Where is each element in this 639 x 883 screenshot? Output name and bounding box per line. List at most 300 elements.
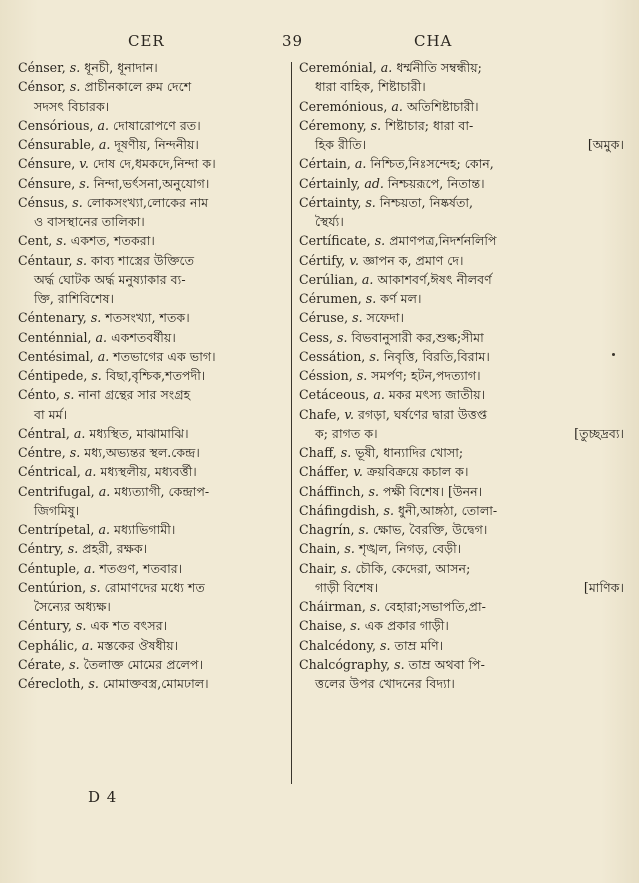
definition: মকর মৎস্য জাতীয়। <box>388 387 486 403</box>
right-column <box>299 58 624 693</box>
entry-line <box>18 116 288 135</box>
definition: সমর্পণ; হটন,পদত্যাগ। <box>371 368 481 383</box>
continuation-text: ক; রাগত ক। <box>315 425 378 441</box>
entry-line <box>18 251 288 270</box>
part-of-speech: s. <box>340 560 352 576</box>
continuation-text: ত্তলের উপর খোদনের বিদ্যা। <box>315 676 455 691</box>
continuation-text: ক্তি, রাশিবিশেষ। <box>34 291 115 306</box>
headword: Céssion, <box>299 368 353 383</box>
entry-line <box>299 616 624 635</box>
dictionary-entry <box>299 174 624 193</box>
headword: Céntuple, <box>18 560 80 576</box>
dictionary-entry <box>299 154 624 173</box>
entry-line <box>299 193 624 212</box>
continuation-text: সদসৎ বিচারক। <box>34 98 110 114</box>
headword: Chafe, <box>299 406 341 422</box>
header-guide-word-right: CHA <box>414 32 453 50</box>
dictionary-entry <box>299 347 624 366</box>
dictionary-entry <box>18 193 288 232</box>
part-of-speech: s. <box>56 233 67 249</box>
headword: Céntipede, <box>18 368 88 383</box>
definition-continuation <box>18 405 288 424</box>
headword: Certíficate, <box>299 233 371 249</box>
headword: Cérecloth, <box>18 676 85 691</box>
dictionary-entry <box>18 77 288 116</box>
definition: প্রমাণপত্র,নিদর্শনলিপি <box>389 233 497 249</box>
entry-line <box>299 231 624 250</box>
headword: Cénto, <box>18 387 60 403</box>
definition: রোমাণদের মধ্যে শত <box>104 579 205 595</box>
definition-continuation <box>299 77 624 96</box>
part-of-speech: s. <box>69 656 80 672</box>
definition-continuation <box>299 212 624 231</box>
definition: ভূষী, ধান্যাদির খোসা; <box>355 445 464 460</box>
entry-line <box>18 578 288 597</box>
entry-line <box>299 462 624 481</box>
headword: Cérumen, <box>299 291 362 306</box>
dictionary-entry <box>299 193 624 232</box>
definition: ধর্ম্মনীতি সম্বন্ধীয়; <box>396 60 482 75</box>
headword: Céntenary, <box>18 310 87 326</box>
headword: Centrifugal, <box>18 483 95 499</box>
dictionary-entry <box>18 636 288 655</box>
definition-continuation <box>18 597 288 616</box>
definition-continuation <box>299 578 624 597</box>
entry-line <box>18 58 288 77</box>
entry-line <box>18 443 288 462</box>
definition: জ্ঞাপন ক, প্রমাণ দে। <box>362 252 464 268</box>
part-of-speech: s. <box>380 637 391 653</box>
entry-line <box>18 559 288 578</box>
dictionary-entry <box>18 58 288 77</box>
dictionary-entry <box>18 154 288 173</box>
headword: Cénsus, <box>18 194 69 210</box>
definition: মধ্য,অভ্যন্তর স্থল.কেন্দ্র। <box>84 445 200 460</box>
part-of-speech: a. <box>98 522 110 537</box>
entry-line <box>18 193 288 212</box>
entry-line <box>18 655 288 674</box>
part-of-speech: s. <box>356 368 368 383</box>
headword: Cénsor, <box>18 79 66 95</box>
continuation-text: স্থৈর্য্য। <box>315 214 344 229</box>
part-of-speech: v. <box>349 252 359 268</box>
dictionary-entry <box>18 559 288 578</box>
definition: প্রহরী, রক্ষক। <box>82 541 148 557</box>
dictionary-entry <box>299 405 624 444</box>
continuation-text: বা মর্ম। <box>34 406 68 422</box>
entry-line <box>18 366 288 385</box>
part-of-speech: s. <box>69 445 81 460</box>
continuation-text: হিক রীতি। <box>315 137 367 152</box>
part-of-speech: s. <box>91 368 102 383</box>
dictionary-entry <box>299 58 624 97</box>
definition-continuation <box>299 674 624 693</box>
dictionary-entry <box>18 231 288 250</box>
entry-line <box>299 289 624 308</box>
entry-line <box>299 154 624 173</box>
headword: Cénsurable, <box>18 137 95 152</box>
entry-line <box>299 482 624 501</box>
dictionary-entry <box>299 462 624 481</box>
definition: বিছা,বৃশ্চিক,শতপদী। <box>105 368 206 383</box>
dictionary-entry <box>299 520 624 539</box>
entry-line <box>18 347 288 366</box>
headword: Céremony, <box>299 117 367 133</box>
continuation-text: ও বাসস্থানের তালিকা। <box>34 214 145 229</box>
entry-line <box>18 174 288 193</box>
definition: তৈলাক্ত মোমের প্রলেপ। <box>83 656 204 672</box>
headword: Chain, <box>299 541 341 557</box>
entry-line <box>299 597 624 616</box>
definition: একশতবর্ষীয়। <box>111 329 176 345</box>
dictionary-entry <box>18 655 288 674</box>
part-of-speech: s. <box>76 252 88 268</box>
part-of-speech: s. <box>337 329 348 345</box>
dictionary-entry <box>18 462 288 481</box>
entry-line <box>18 636 288 655</box>
page-header <box>0 32 639 54</box>
definition-continuation <box>18 97 288 116</box>
dictionary-entry <box>18 674 288 693</box>
part-of-speech: s. <box>69 60 81 75</box>
definition: তাম্র অথবা পি- <box>408 656 485 672</box>
headword: Cent, <box>18 233 53 249</box>
part-of-speech: s. <box>90 579 101 595</box>
entry-line <box>299 308 624 327</box>
dictionary-entry <box>299 597 624 616</box>
part-of-speech: s. <box>75 618 87 634</box>
part-of-speech: s. <box>365 291 377 306</box>
part-of-speech: s. <box>69 79 81 95</box>
dictionary-entry <box>299 443 624 462</box>
definition: অতিশিষ্টাচারী। <box>406 98 479 114</box>
part-of-speech: v. <box>344 406 355 422</box>
definition: শৃঙ্খল, নিগড়, বেড়ী। <box>358 541 462 557</box>
definition: দোষারোপণে রত। <box>113 117 201 133</box>
header-guide-word-left: CER <box>128 32 165 50</box>
signature-mark: D 4 <box>88 788 118 806</box>
dictionary-entry <box>18 520 288 539</box>
headword: Céntaur, <box>18 252 73 268</box>
entry-line <box>299 328 624 347</box>
definition: ক্রয়বিক্রয়ে কচাল ক। <box>366 464 469 480</box>
headword: Censórious, <box>18 117 94 133</box>
part-of-speech: s. <box>350 618 361 634</box>
headword: Chagrín, <box>299 522 355 537</box>
part-of-speech: s. <box>369 348 380 364</box>
part-of-speech: a. <box>380 60 393 75</box>
part-of-speech: s. <box>72 194 83 210</box>
dictionary-entry <box>18 308 288 327</box>
entry-line <box>299 559 624 578</box>
page-number: 39 <box>282 32 304 50</box>
dictionary-entry <box>299 116 624 155</box>
continuation-text: জিগমিষু। <box>34 502 80 518</box>
dictionary-entry <box>299 539 624 558</box>
definition: শতসংখ্যা, শতক। <box>105 310 190 326</box>
part-of-speech: s. <box>365 194 376 210</box>
headword: Céntral, <box>18 425 70 441</box>
headword: Cértify, <box>299 252 346 268</box>
dictionary-entry <box>299 270 624 289</box>
part-of-speech: v. <box>353 464 363 480</box>
continuation-text: গাড়ী বিশেষ। <box>315 579 379 595</box>
entry-line <box>299 58 624 77</box>
definition: মধ্যত্যাগী, কেন্দ্রাপ- <box>114 483 210 499</box>
entry-line <box>299 443 624 462</box>
definition: বিভবানুসারী কর,শুল্ক;সীমা <box>351 329 484 345</box>
headword: Céruse, <box>299 310 349 326</box>
dictionary-entry <box>299 616 624 635</box>
headword: Cháirman, <box>299 599 366 614</box>
definition: নিশ্চয়রূপে, নিতান্ত। <box>387 175 485 191</box>
dictionary-entry <box>299 366 624 385</box>
headword: Cetáceous, <box>299 387 370 403</box>
dictionary-entry <box>299 385 624 404</box>
overflow-word: [অমুক। <box>587 137 624 152</box>
continuation-text: সৈন্যের অধ্যক্ষ। <box>34 599 111 614</box>
definition: কাব্য শাস্ত্রের উক্তিতে <box>91 252 195 268</box>
dictionary-entry <box>18 174 288 193</box>
definition: চৌকি, কেদেরা, আসন; <box>355 560 471 576</box>
dictionary-entry <box>18 135 288 154</box>
definition-continuation <box>299 135 624 154</box>
headword: Céntury, <box>18 618 72 634</box>
definition: ধূনচী, ধূনাদান। <box>84 60 158 75</box>
part-of-speech: s. <box>79 175 90 191</box>
headword: Centésimal, <box>18 348 94 364</box>
headword: Cháffinch, <box>299 483 365 499</box>
dictionary-entry <box>18 251 288 309</box>
definition: একশত, শতকরা। <box>70 233 155 249</box>
part-of-speech: s. <box>383 502 394 518</box>
dictionary-entry <box>18 385 288 424</box>
definition: আকাশবর্ণ,ঈষৎ নীলবর্ণ <box>377 271 492 287</box>
definition: ধুনী,আঙ্গঠা, তোলা- <box>398 502 498 518</box>
part-of-speech: a. <box>84 464 97 480</box>
entry-line <box>18 520 288 539</box>
definition: কর্ণ মল। <box>380 291 422 306</box>
entry-line <box>18 328 288 347</box>
headword: Chair, <box>299 560 337 576</box>
definition: নিন্দা,ভর্ৎসনা,অনুযোগ। <box>93 175 210 191</box>
headword: Chaff, <box>299 445 337 460</box>
definition: নানা গ্রন্থের সার সংগ্রহ <box>78 387 191 403</box>
part-of-speech: s. <box>370 117 382 133</box>
part-of-speech: a. <box>361 271 374 287</box>
headword: Ceremónial, <box>299 60 377 75</box>
headword: Cháfingdish, <box>299 502 380 518</box>
definition: পক্ষী বিশেষ। [উনন। <box>383 483 483 499</box>
headword: Cess, <box>299 329 334 345</box>
dictionary-entry <box>18 482 288 521</box>
dictionary-entry <box>18 116 288 135</box>
definition: লোকসংখ্যা,লোকের নাম <box>86 194 209 210</box>
definition-continuation <box>299 424 624 443</box>
definition: এক প্রকার গাড়ী। <box>364 618 449 634</box>
dictionary-entry <box>299 636 624 655</box>
part-of-speech: s. <box>374 233 386 249</box>
definition-continuation <box>18 270 288 289</box>
headword: Chaise, <box>299 618 347 634</box>
dictionary-entry <box>299 501 624 520</box>
definition: মধ্যস্থিত, মাঝামাঝি। <box>89 425 189 441</box>
part-of-speech: s. <box>369 599 381 614</box>
part-of-speech: s. <box>394 656 405 672</box>
dictionary-entry <box>299 482 624 501</box>
part-of-speech: a. <box>97 117 109 133</box>
part-of-speech: a. <box>73 425 86 441</box>
definition: তাম্র মণি। <box>394 637 444 653</box>
entry-line <box>18 231 288 250</box>
definition: দূষণীয়, নিন্দনীয়। <box>114 137 199 152</box>
entry-line <box>299 385 624 404</box>
headword: Centénnial, <box>18 329 92 345</box>
dictionary-entry <box>18 347 288 366</box>
dictionary-entry <box>18 366 288 385</box>
definition: প্রাচীনকালে রুম দেশে <box>84 79 192 95</box>
entry-line <box>18 616 288 635</box>
headword: Cértain, <box>299 156 351 172</box>
part-of-speech: a. <box>98 137 111 152</box>
definition: নিশ্চয়তা, নিষ্কর্ষতা, <box>379 194 474 210</box>
headword: Cérate, <box>18 656 66 672</box>
headword: Céntry, <box>18 541 64 557</box>
headword: Centúrion, <box>18 579 87 595</box>
entry-line <box>18 462 288 481</box>
left-column <box>18 58 288 693</box>
headword: Ceremónious, <box>299 98 388 114</box>
column-divider <box>291 62 292 784</box>
entry-line <box>299 270 624 289</box>
headword: Cértainly, <box>299 175 361 191</box>
part-of-speech: s. <box>344 541 355 557</box>
definition: শিষ্টাচার; ধারা বা- <box>385 117 474 133</box>
entry-line <box>299 97 624 116</box>
dictionary-entry <box>18 616 288 635</box>
dictionary-entry <box>299 231 624 250</box>
entry-line <box>299 636 624 655</box>
definition: দোষ দে,ধমকদে,নিন্দা ক। <box>92 156 216 172</box>
part-of-speech: a. <box>391 98 403 114</box>
part-of-speech: a. <box>97 348 110 364</box>
overflow-word: [মাণিক। <box>583 579 624 595</box>
entry-line <box>299 501 624 520</box>
entry-line <box>18 77 288 96</box>
entry-line <box>18 482 288 501</box>
entry-line <box>18 385 288 404</box>
entry-line <box>299 347 624 366</box>
part-of-speech: s. <box>88 676 99 691</box>
part-of-speech: s. <box>67 541 79 557</box>
entry-line <box>18 674 288 693</box>
part-of-speech: a. <box>81 637 94 653</box>
definition-continuation <box>18 501 288 520</box>
part-of-speech: a. <box>354 156 367 172</box>
definition: মস্তকের ঔষধীয়। <box>97 637 179 653</box>
headword: Chalcédony, <box>299 637 376 653</box>
definition: ক্ষোভ, বৈরক্তি, উদ্বেগ। <box>372 522 488 537</box>
part-of-speech: s. <box>358 522 369 537</box>
dictionary-entry <box>299 251 624 270</box>
dictionary-entry <box>299 97 624 116</box>
part-of-speech: a. <box>98 483 111 499</box>
definition: মোমাক্তবস্ত্র,মোমঢাল। <box>102 676 209 691</box>
entry-line <box>299 116 624 135</box>
part-of-speech: s. <box>368 483 379 499</box>
definition: নিশ্চিত,নিঃসন্দেহ; কোন, <box>370 156 494 172</box>
entry-line <box>18 308 288 327</box>
part-of-speech: s. <box>352 310 363 326</box>
definition-continuation <box>18 212 288 231</box>
entry-line <box>299 655 624 674</box>
overflow-word: [তুচ্ছদ্রব্য। <box>574 425 624 441</box>
dictionary-entry <box>299 308 624 327</box>
part-of-speech: ad. <box>364 175 384 191</box>
definition: মধ্যস্থলীয়, মধ্যবর্ত্তী। <box>100 464 197 480</box>
headword: Cénsure, <box>18 156 76 172</box>
definition: মধ্যাভিগামী। <box>113 522 176 537</box>
entry-line <box>18 424 288 443</box>
dictionary-entry <box>18 539 288 558</box>
continuation-text: অর্দ্ধ ঘোটক অর্দ্ধ মনুষ্যাকার ব্য- <box>34 271 186 287</box>
headword: Cessátion, <box>299 348 366 364</box>
definition: সফেদা। <box>366 310 404 326</box>
entry-line <box>299 251 624 270</box>
headword: Cerúlian, <box>299 271 358 287</box>
definition: এক শত বৎসর। <box>90 618 168 634</box>
entry-line <box>299 405 624 424</box>
entry-line <box>18 135 288 154</box>
definition: বেহারা;সভাপতি,প্রা- <box>384 599 486 614</box>
definition: শতভাগের এক ভাগ। <box>113 348 216 364</box>
dictionary-entry <box>299 328 624 347</box>
part-of-speech: s. <box>63 387 75 403</box>
headword: Centrípetal, <box>18 522 95 537</box>
part-of-speech: a. <box>95 329 108 345</box>
dictionary-entry <box>299 655 624 694</box>
entry-line <box>299 539 624 558</box>
definition: রগড়া, ঘর্ষণের দ্বারা উত্তপ্ত <box>358 406 488 422</box>
entry-line <box>299 366 624 385</box>
headword: Cephálic, <box>18 637 78 653</box>
headword: Cénsure, <box>18 175 76 191</box>
headword: Céntrical, <box>18 464 81 480</box>
part-of-speech: a. <box>373 387 385 403</box>
part-of-speech: v. <box>79 156 89 172</box>
definition: শতগুণ, শতবার। <box>99 560 183 576</box>
headword: Céntre, <box>18 445 66 460</box>
dictionary-entry <box>18 424 288 443</box>
headword: Cénser, <box>18 60 66 75</box>
headword: Cháffer, <box>299 464 350 480</box>
part-of-speech: a. <box>83 560 96 576</box>
headword: Cértainty, <box>299 194 362 210</box>
entry-line <box>299 520 624 539</box>
entry-line <box>18 539 288 558</box>
entry-line <box>18 154 288 173</box>
continuation-text: ধারা বাহিক, শিষ্টাচারী। <box>315 79 426 95</box>
entry-line <box>299 174 624 193</box>
headword: Chalcógraphy, <box>299 656 391 672</box>
dictionary-entry <box>18 328 288 347</box>
dictionary-entry <box>18 443 288 462</box>
dictionary-entry <box>299 559 624 598</box>
part-of-speech: s. <box>90 310 102 326</box>
ink-dot <box>612 353 615 356</box>
definition-continuation <box>18 289 288 308</box>
dictionary-entry <box>299 289 624 308</box>
